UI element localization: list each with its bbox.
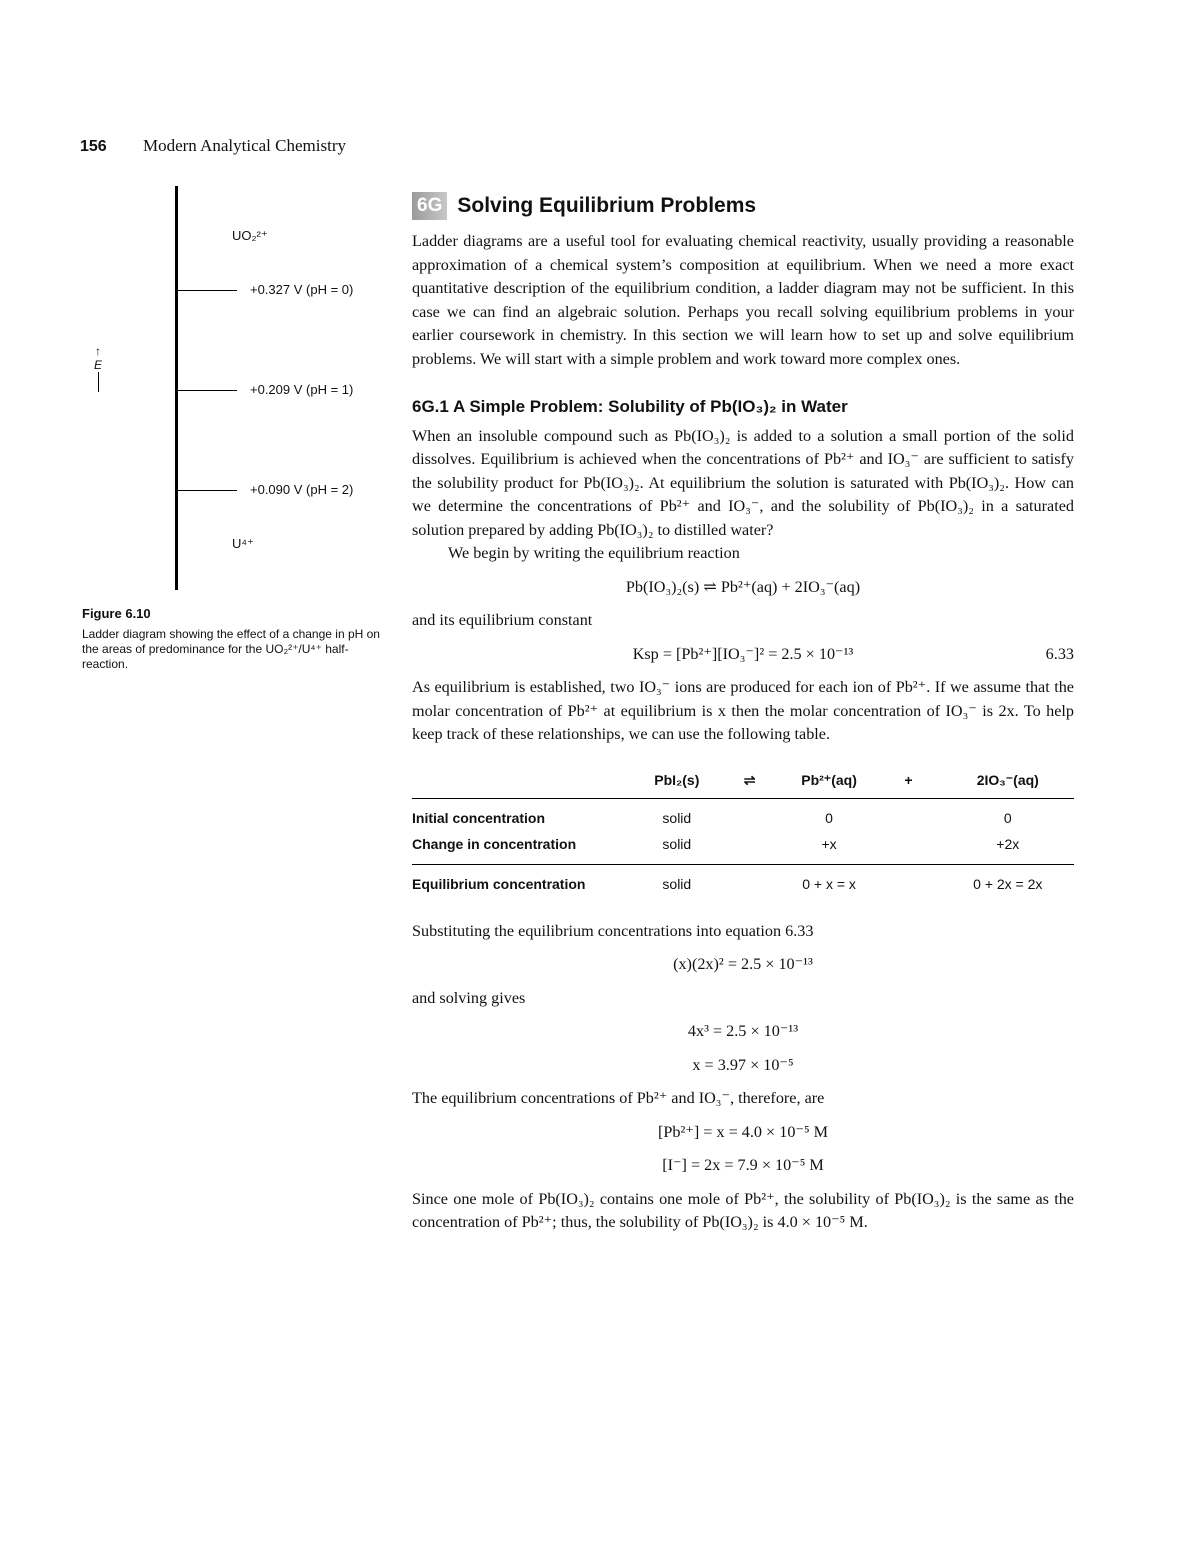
table-header-cell (412, 767, 637, 799)
equation-number: 6.33 (1045, 644, 1074, 663)
table-cell: solid (662, 835, 692, 852)
equation-iodide: [I⁻] = 2x = 7.9 × 10⁻⁵ M (662, 1156, 824, 1174)
table-cell: 0 (1003, 810, 1012, 826)
paragraph-3: and its equilibrium constant (412, 611, 593, 629)
figure-label: Figure 6.10 (82, 606, 151, 621)
table-cell: Initial concentration (412, 810, 546, 826)
figure-caption (82, 606, 382, 672)
ladder-rung-2 (177, 390, 237, 391)
axis-label: E (93, 358, 102, 372)
equation-solve-2: x = 3.97 × 10⁻⁵ (692, 1055, 794, 1074)
table-cell: solid (662, 810, 692, 826)
figure-caption-text: Ladder diagram showing the effect of a change in pH on the areas of predominance for the UO₂²⁺/U⁴⁺ half-reaction. (82, 627, 380, 671)
table-cell: Change in concentration (412, 835, 577, 852)
equation-substitution: (x)(2x)² = 2.5 × 10⁻¹³ (673, 955, 813, 973)
table-cell (717, 799, 783, 832)
rung-label-2: +0.209 V (pH = 1) (250, 382, 354, 397)
table-cell (875, 799, 941, 832)
table-cell (875, 865, 941, 898)
table-cell: +2x (996, 835, 1020, 852)
species-bottom: U⁴⁺ (232, 536, 254, 551)
section-intro: Ladder diagrams are a useful tool for evaluating chemical reactivity, usually providing a reasonable approximation of a chemical system’s composition at equilibrium. When we need a more exact quantitative description of the equilibrium condition, a ladder diagram may not be sufficient. In this case we can find an algebraic solution. Perhaps you recall solving equilibrium problems in your earlier coursework in chemistry. In this section we will learn how to set up and solve equilibrium problems. We will start with a simple problem and work toward more complex ones. (412, 232, 1074, 368)
table-cell (875, 832, 941, 865)
main-column (412, 190, 1074, 1235)
section-title: Solving Equilibrium Problems (457, 194, 757, 218)
arrow-tail (98, 372, 99, 392)
paragraph-7: The equilibrium concentrations of Pb²⁺ and IO₃⁻, therefore, are (412, 1089, 825, 1107)
table-header-row (412, 767, 1074, 799)
ladder-rung-3 (177, 490, 237, 491)
equation-reaction: Pb(IO₃)₂(s) ⇌ Pb²⁺(aq) + 2IO₃⁻(aq) (625, 577, 861, 596)
table-header-cell: + (875, 767, 941, 799)
table-cell: 0 (825, 810, 833, 826)
paragraph-2: We begin by writing the equilibrium reaction (448, 544, 740, 562)
paragraph-4: As equilibrium is established, two IO₃⁻ ions are produced for each ion of Pb²⁺. If we assume that the molar concentration of Pb²⁺ at equilibrium is x then the molar concentration of IO₃⁻ is 2x. To help keep track of these relationships, we can use the following table. (412, 678, 1074, 743)
species-top: UO₂²⁺ (232, 228, 268, 243)
ladder-axis (175, 186, 178, 590)
table-row (412, 799, 1074, 832)
running-header (80, 136, 346, 156)
table-header-cell: PbI₂(s) (637, 767, 716, 799)
equation-pb: [Pb²⁺] = x = 4.0 × 10⁻⁵ M (657, 1122, 829, 1141)
potential-axis-arrow (92, 344, 104, 392)
table-cell: Equilibrium concentration (412, 865, 637, 898)
table-cell: 0 + x = x (783, 865, 876, 898)
table-row (412, 865, 1074, 898)
section-number: 6G (412, 192, 447, 220)
table-cell: +x (821, 835, 837, 852)
ladder-diagram (80, 186, 390, 596)
paragraph-6: and solving gives (412, 988, 526, 1007)
rung-label-1: +0.327 V (pH = 0) (250, 282, 354, 297)
subsection-title: 6G.1 A Simple Problem: Solubility of Pb(IO₃)₂ in Water (412, 397, 848, 416)
section-heading (412, 190, 1074, 222)
book-title: Modern Analytical Chemistry (142, 136, 346, 155)
ladder-rung-1 (177, 290, 237, 291)
paragraph-1: When an insoluble compound such as Pb(IO₃)₂ is added to a solution a small portion of the solid dissolves. Equilibrium is achieved when the concentrations of Pb²⁺ and IO₃⁻ are sufficient to satisfy the solubility product for Pb(IO₃)₂. At equilibrium the solution is saturated with Pb(IO₃)₂. How can we determine the concentrations of Pb²⁺ and IO₃⁻, and the solubility of Pb(IO₃)₂ in a saturated solution prepared by adding Pb(IO₃)₂ to distilled water? (412, 426, 1074, 539)
table-header-cell: 2IO₃⁻(aq) (942, 767, 1074, 799)
table-header-cell: Pb²⁺(aq) (783, 767, 876, 799)
page-number: 156 (80, 138, 107, 155)
table-header-cell: ⇌ (717, 767, 783, 799)
equation-ksp-text: Ksp = [Pb²⁺][IO₃⁻]² = 2.5 × 10⁻¹³ (632, 644, 854, 663)
table-cell: solid (637, 865, 716, 898)
paragraph-5: Substituting the equilibrium concentrations into equation 6.33 (412, 921, 814, 940)
equation-ksp (412, 643, 1074, 667)
table-cell (717, 865, 783, 898)
equation-solve-1: 4x³ = 2.5 × 10⁻¹³ (687, 1022, 799, 1040)
rung-label-3: +0.090 V (pH = 2) (250, 482, 354, 497)
table-cell: 0 + 2x = 2x (942, 865, 1074, 898)
paragraph-8: Since one mole of Pb(IO₃)₂ contains one mole of Pb²⁺, the solubility of Pb(IO₃)₂ is the same as the concentration of Pb²⁺; thus, the solubility of Pb(IO₃)₂ is 4.0 × 10⁻⁵ M. (412, 1189, 1074, 1231)
table-cell (717, 832, 783, 865)
arrow-up-icon: ↑ (95, 344, 101, 358)
ice-table (412, 767, 1074, 898)
table-row (412, 832, 1074, 865)
